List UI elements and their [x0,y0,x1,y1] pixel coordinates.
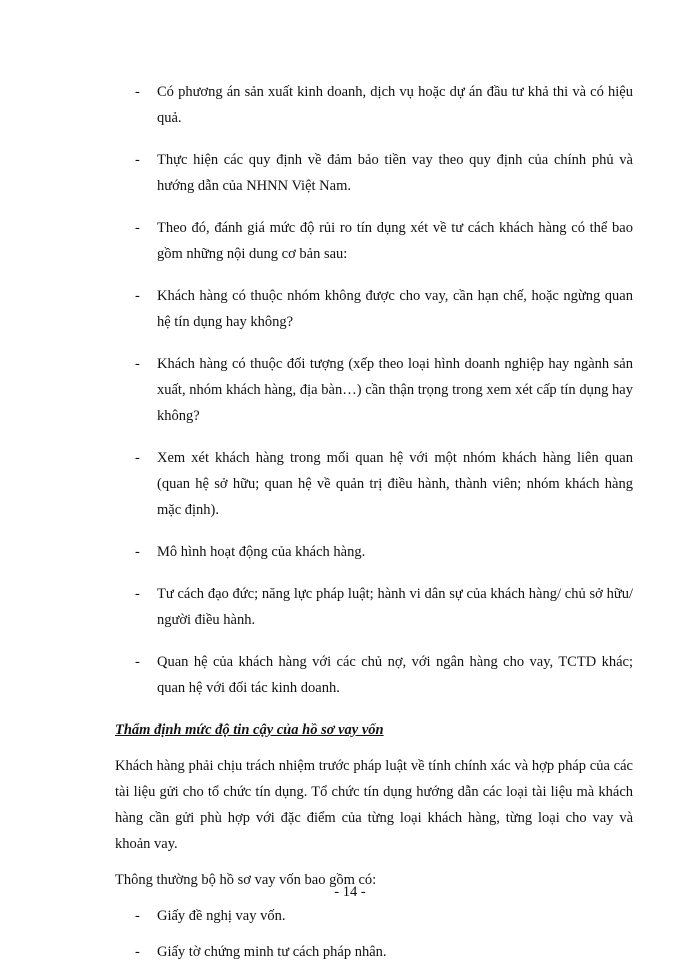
list-item-text: Giấy tờ chứng minh tư cách pháp nhân. [157,944,387,960]
bullet-dash: - [135,220,140,236]
bullet-dash: - [135,544,140,560]
bullet-dash: - [135,450,140,466]
list-item-text: Mô hình hoạt động của khách hàng. [157,544,366,560]
list-item [115,581,633,633]
bullet-dash: - [135,356,140,372]
page-number: - 14 - [334,884,366,900]
list-item [115,351,633,429]
list-item [115,283,633,335]
body-paragraph: Thông thường bộ hồ sơ vay vốn bao gồm có: [115,872,377,888]
list-item [115,539,633,565]
list-item [115,903,633,929]
list-item-text: Giấy đề nghị vay vốn. [157,908,286,924]
list-item [115,215,633,267]
bullet-dash: - [135,84,140,100]
list-item-text: Xem xét khách hàng trong mối quan hệ với một nhóm khách hàng liên quan (quan hệ sở hữu; quan hệ về quản trị điều hành, thành viên; nhóm khách hàng mặc định). [157,450,633,518]
list-item-text: Khách hàng có thuộc nhóm không được cho vay, cần hạn chế, hoặc ngừng quan hệ tín dụng hay không? [157,288,633,330]
list-item-text: Theo đó, đánh giá mức độ rủi ro tín dụng xét về tư cách khách hàng có thể bao gồm những nội dung cơ bản sau: [157,220,633,262]
list-item-text: Tư cách đạo đức; năng lực pháp luật; hành vi dân sự của khách hàng/ chủ sở hữu/ người điều hành. [157,586,633,628]
list-item-text: Thực hiện các quy định về đảm bảo tiền vay theo quy định của chính phủ và hướng dẫn của NHNN Việt Nam. [157,152,633,194]
list-item-text: Quan hệ của khách hàng với các chủ nợ, với ngân hàng cho vay, TCTD khác; quan hệ với đối tác kinh doanh. [157,654,633,696]
bullet-dash: - [135,944,140,960]
list-item [115,147,633,199]
bullet-dash: - [135,654,140,670]
section-heading: Thẩm định mức độ tin cậy của hồ sơ vay vốn [115,722,384,738]
body-paragraph: Khách hàng phải chịu trách nhiệm trước pháp luật về tính chính xác và hợp pháp của các tài liệu gửi cho tổ chức tín dụng. Tổ chức tín dụng hướng dẫn các loại tài liệu mà khách hàng cần gửi phù hợp với đặc điểm của từng loại khách hàng, từng loại cho vay và khoản vay. [115,758,633,852]
list-item [115,649,633,701]
page-content [115,79,633,975]
list-item-text: Khách hàng có thuộc đối tượng (xếp theo loại hình doanh nghiệp hay ngành sản xuất, nhóm khách hàng, địa bàn…) cần thận trọng trong xem xét cấp tín dụng hay không? [157,356,633,424]
list-item [115,79,633,131]
bullet-dash: - [135,908,140,924]
list-item-text: Có phương án sản xuất kinh doanh, dịch vụ hoặc dự án đầu tư khả thi và có hiệu quả. [157,84,633,126]
bullet-dash: - [135,288,140,304]
list-item [115,445,633,523]
bullet-dash: - [135,586,140,602]
bullet-dash: - [135,152,140,168]
list-item [115,939,633,965]
